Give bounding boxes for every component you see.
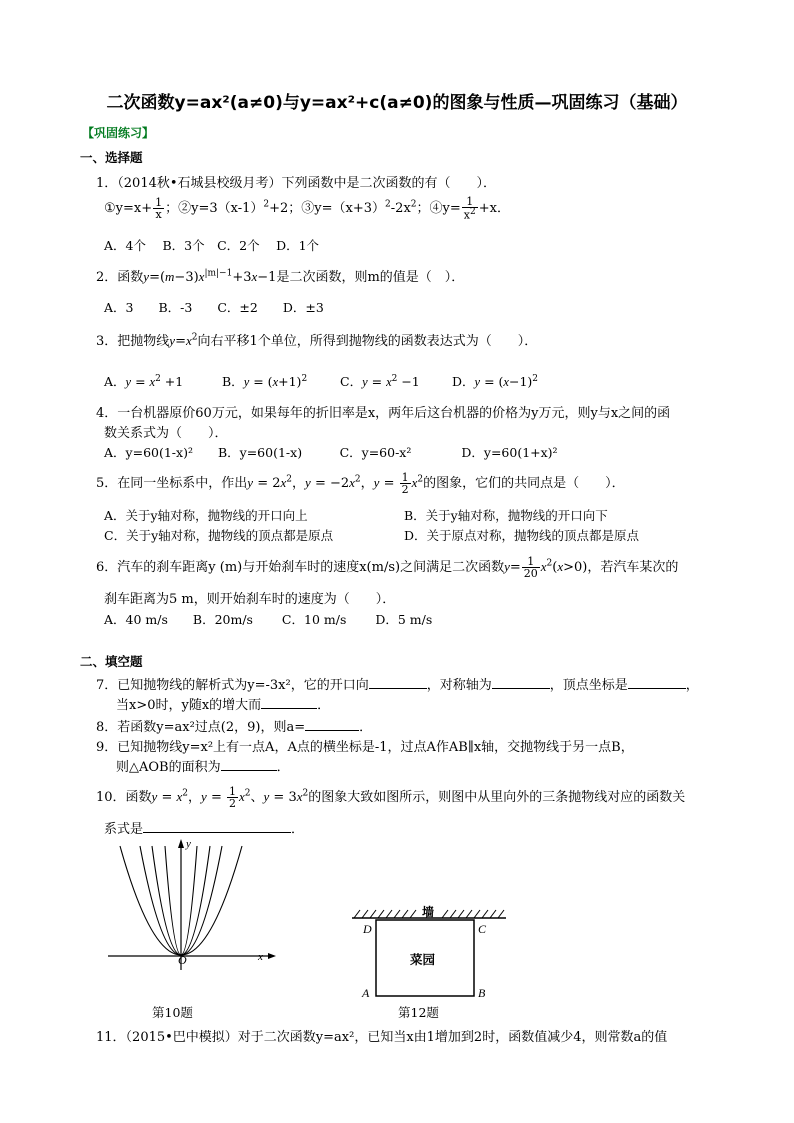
q1-item-c: +2；③y=（x+3）	[269, 200, 386, 216]
q3-c-label: C．	[340, 374, 363, 389]
q2-stem-b: 是二次函数，则m的值是（ ）．	[276, 270, 465, 285]
q8-line	[96, 716, 372, 735]
q1-item-a: ①y=x+	[104, 200, 153, 216]
q5-option-a: A．关于y轴对称，抛物线的开口向上	[104, 508, 308, 523]
fig10-origin-label: O	[178, 953, 187, 967]
q3-option-b: B．$y = (x+1)^2$	[222, 373, 308, 389]
q7-text-f: ．	[317, 698, 331, 713]
q10-text-c: 系式是	[104, 822, 144, 837]
fig12-b-label: B	[478, 986, 486, 1000]
q1-frac-1x2: $\frac{1}{x^2}$	[463, 195, 476, 222]
q1-item-e: ；④y=	[416, 200, 461, 216]
q9-line1: 9．已知抛物线y=x²上有一点A，A点的横坐标是-1，过点A作AB∥x轴，交抛物线于另一点B，	[96, 740, 634, 755]
fig12-garden-label: 菜园	[410, 952, 436, 967]
q8-text-b: ．	[359, 720, 373, 735]
q7-blank-2[interactable]	[492, 676, 550, 689]
heading-choice: 一、选择题	[80, 150, 143, 165]
q5-option-b: B．关于y轴对称，抛物线的开口向下	[404, 508, 608, 523]
q1-item-d: -2x	[390, 200, 411, 216]
q5-stem-a: 5．在同一坐标系中，作出	[96, 476, 248, 491]
fig10-y-label: y	[186, 838, 191, 850]
q3-b-label: B．	[222, 374, 244, 389]
fig12-d-label: D	[363, 922, 372, 936]
q6-options: A．40 m/s B．20m/s C．10 m/s D．5 m/s	[104, 612, 433, 627]
q6-stem: 6．汽车的刹车距离y (m)与开始刹车时的速度x(m/s)之间满足二次函数y= $\frac{1}{20}$ $x^2(x>0)$，若汽车某次的	[96, 555, 679, 580]
y-axis-arrow	[178, 839, 184, 848]
q1-items: ①y=x+ $\frac{1}{x}$ ；$②y=3(x-1)^2+2$；$③y=(x+3)^2-2x^2$；④y= $\frac{1}{x^2}$ +x．	[104, 195, 510, 222]
page-title: 二次函数y=ax²(a≠0)与y=ax²+c(a≠0)的图象与性质—巩固练习（基础）	[106, 93, 688, 113]
q7-blank-1[interactable]	[369, 676, 427, 689]
q5-stem-b: 的图象，它们的共同点是（ ）．	[423, 476, 625, 491]
q7-text-c: ，顶点坐标是	[549, 678, 628, 693]
q3-d-label: D．	[452, 374, 475, 389]
heading-fill-in: 二、填空题	[80, 654, 143, 669]
fig12-a-label: A	[362, 986, 370, 1000]
q9-blank[interactable]	[221, 758, 277, 771]
q10-blank[interactable]	[143, 820, 291, 833]
q3-stem-a: 3．把抛物线	[96, 334, 170, 349]
q5-stem: 5．在同一坐标系中，作出$y = 2x^2$，$y = -2x^2$，y = $\frac{1}{2}$ $x^2$的图象，它们的共同点是（ ）．	[96, 471, 625, 496]
q10-text-b: 的图象大致如图所示，则图中从里向外的三条抛物线对应的函数关	[308, 790, 686, 805]
fig10-caption: 第10题	[152, 1005, 193, 1020]
q2-stem: 2．函数$y=(m-3)x^{|m|-1}+3x-1$是二次函数，则m的值是（ ）．	[96, 268, 465, 285]
q7-text-d: ，	[685, 678, 699, 693]
q8-text-a: 8．若函数y=ax²过点(2，9)，则a=	[96, 720, 306, 735]
q10-stem: 10．函数$y = x^2$，y = $\frac{1}{2}$ $x^2$、$y = 3x^2$的图象大致如图所示，则图中从里向外的三条抛物线对应的函数关	[96, 785, 686, 810]
q10-text-a: 10．函数	[96, 790, 152, 805]
q7-text-e: 当x>0时，y随x的增大而	[116, 698, 262, 713]
q4-options: A．y=60(1-x)² B．y=60(1-x) C．y=60-x² D．y=60(1+x)²	[104, 445, 558, 460]
q9-text-b: ．	[276, 760, 290, 775]
q1-item-b: ；②y=3（x-1）	[165, 200, 264, 216]
q9-line2	[116, 756, 290, 775]
q10-text-d: ．	[291, 822, 305, 837]
q2-options: A．3 B．-3 C．±2 D．±3	[104, 300, 324, 315]
q3-option-c: C．$y = x^2 -1$	[340, 373, 420, 389]
q7-blank-3[interactable]	[628, 676, 686, 689]
q6-line2: 刹车距离为5 m，则开始刹车时的速度为（ ）．	[104, 592, 396, 607]
q8-blank[interactable]	[305, 718, 359, 731]
q1-stem: 1．（2014秋•石城县校级月考）下列函数中是二次函数的有（ ）．	[96, 176, 497, 191]
section-tag: 【巩固练习】	[82, 126, 155, 140]
q1-item-f: +x．	[478, 200, 510, 216]
q6-stem-b: ，若汽车某次的	[587, 560, 679, 575]
q4-line2: 数关系式为（ ）．	[104, 426, 228, 441]
figure-10-parabolas	[100, 836, 280, 974]
q2-stem-a: 2．函数	[96, 270, 144, 285]
q4-line1: 4．一台机器原价60万元，如果每年的折旧率是x，两年后这台机器的价格为y万元，则y与x之间的函	[96, 406, 671, 421]
q7-text-b: ，对称轴为	[426, 678, 492, 693]
q11-line1: 11．（2015•巴中模拟）对于二次函数y=ax²，已知当x由1增加到2时，函数值减少4，则常数a的值	[96, 1030, 668, 1045]
q10-line2	[104, 818, 304, 837]
q5-option-c: C．关于y轴对称，抛物线的顶点都是原点	[104, 528, 334, 543]
q1-frac-1x: $\frac{1}{x}$	[155, 195, 163, 221]
q9-text-a: 则△AOB的面积为	[116, 760, 221, 775]
x-axis-arrow	[268, 953, 276, 959]
q3-a-label: A．	[104, 374, 126, 389]
q7-text-a: 7．已知抛物线的解析式为y=-3x²，它的开口向	[96, 678, 369, 693]
q7-line2	[116, 694, 330, 713]
fig10-x-label: x	[258, 951, 263, 963]
fig12-c-label: C	[478, 922, 487, 936]
q3-option-a: A．$y = x^2 +1$	[104, 373, 184, 389]
fig12-caption: 第12题	[398, 1005, 439, 1020]
q1-options: A．4个 B．3个 C．2个 D．1个	[104, 238, 320, 253]
q3-stem: 3．把抛物线$y=x^2$向右平移1个单位，所得到抛物线的函数表达式为（ ）．	[96, 332, 538, 349]
q5-option-d: D．关于原点对称，抛物线的顶点都是原点	[404, 528, 640, 543]
fig12-wall-label: 墙	[422, 905, 435, 919]
q3-stem-b: 向右平移1个单位，所得到抛物线的函数表达式为（ ）．	[197, 334, 538, 349]
q7-line1	[96, 674, 699, 693]
q6-stem-a: 6．汽车的刹车距离y (m)与开始刹车时的速度x(m/s)之间满足二次函数	[96, 560, 505, 575]
q7-blank-4[interactable]	[261, 696, 317, 709]
q3-option-d: D．$y = (x-1)^2$	[452, 373, 539, 389]
